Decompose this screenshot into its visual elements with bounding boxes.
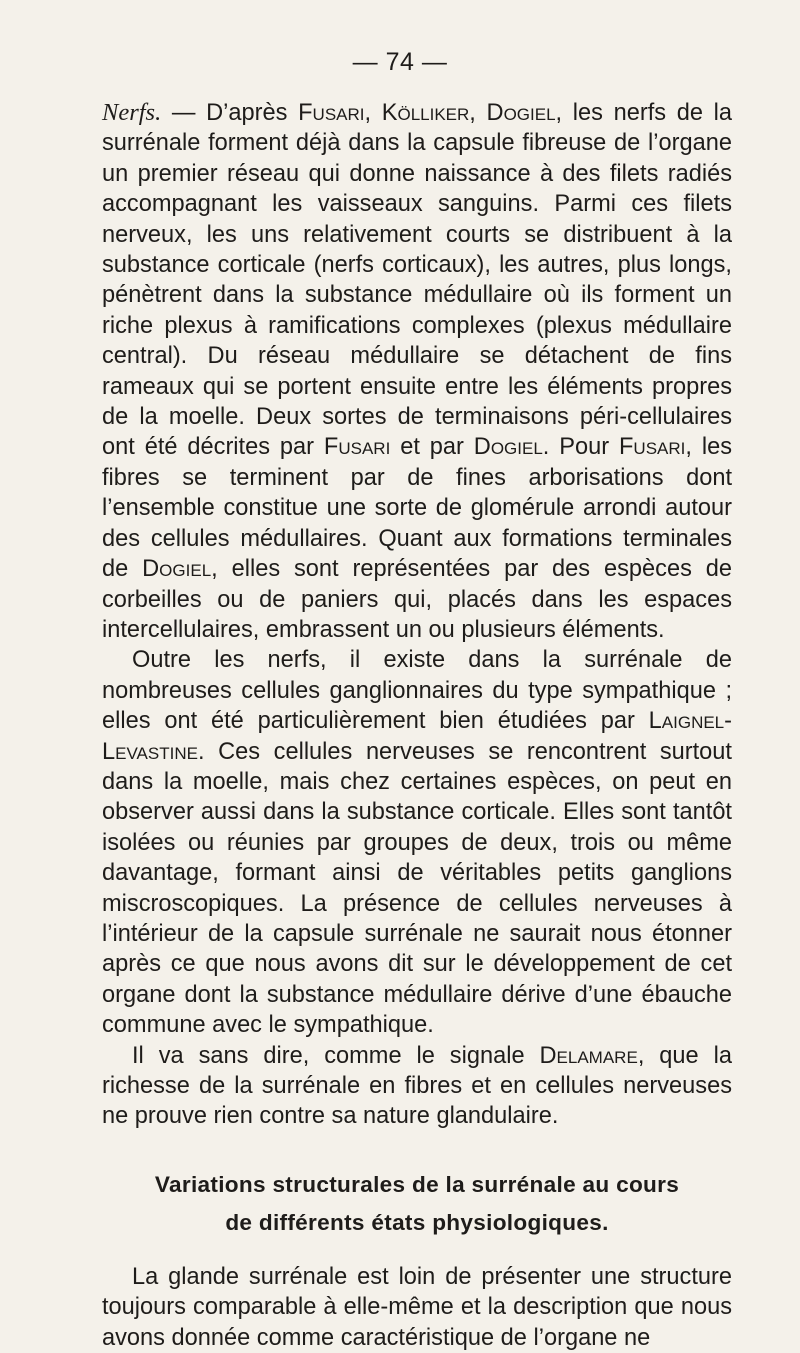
paragraph-delamare — [102, 1041, 732, 1132]
text-run: , que la richesse de la surrénale en fibres et en cellules nerveuses ne prouve rien contre sa nature glandulaire. — [102, 1042, 732, 1130]
text-run: La glande surrénale est loin de présenter une structure toujours comparable à elle-même et la description que nous avons donnée comme caractéristique de l’organe ne — [102, 1263, 732, 1351]
body-text — [102, 98, 732, 1353]
section-heading-line-1: Variations structurales de la surrénale au cours — [154, 1171, 680, 1197]
paragraph-lead: Nerfs. — [102, 99, 162, 126]
text-run: — D’après — [161, 100, 299, 126]
text-run: , les nerfs de la surrénale forment déjà dans la capsule fibreuse de l’organe un premier réseau qui donne naissance à des filets radiés accompagnant les vaisseaux sanguins. Parmi ces filets nerveux, les uns relativement courts se distribuent à la substance corticale (nerfs corticaux), les autres, plus longs, pénètrent dans la substance médullaire où ils forment un riche plexus à ramifications complexes (plexus médullaire central). Du réseau médullaire se détachent de fins rameaux qui se portent ensuite entre les éléments propres de la moelle. Deux sortes de terminaisons péri-cellulaires ont été décrites par — [102, 100, 732, 461]
text-run: . Ces cellules nerveuses se rencontrent surtout dans la moelle, mais chez certaines espèces, on peut en observer aussi dans la substance corticale. Elles sont tantôt isolées ou réunies par groupes de deux, trois ou même davantage, formant ainsi de véritables petits ganglions miscroscopiques. La présence de cellules nerveuses à l’intérieur de la capsule surrénale ne saurait nous étonner après ce que nous avons dit sur le développement de cet organe dont la substance médullaire dérive d’une ébauche commune avec le sympathique. — [102, 738, 732, 1039]
text-run: Il va sans dire, comme le signale — [132, 1042, 540, 1069]
author-name: Dogiel — [473, 434, 543, 461]
text-run: et par — [390, 434, 474, 461]
paragraph-variations — [102, 1262, 732, 1353]
author-name: Fusari — [323, 434, 391, 461]
paragraph-nerfs — [102, 98, 732, 645]
section-heading-line-2: de différents états physiologiques. — [225, 1209, 609, 1235]
text-run: , elles sont représentées par des espèces de corbeilles ou de paniers qui, placés dans les espaces intercellulaires, embrassent un ou plusieurs éléments. — [102, 556, 732, 643]
text-run: . Pour — [542, 434, 619, 461]
text-run: , — [469, 100, 487, 126]
page-number: — 74 — — [352, 48, 448, 76]
text-run: , — [364, 100, 382, 126]
author-name: Delamare — [539, 1042, 638, 1069]
author-name: Dogiel — [486, 100, 556, 126]
text-run: Outre les nerfs, il existe dans la surrénale de nombreuses cellules ganglionnaires du type sympathique ; elles ont été particulièrement bien étudiées par — [102, 647, 732, 735]
author-name: Dogiel — [142, 556, 212, 583]
author-name: Kölliker — [381, 100, 470, 126]
text-run: , les fibres se terminent par de fines arborisations dont l’ensemble constitue une sorte de glomérule arrondi autour des cellules médullaires. Quant aux formations terminales de — [102, 434, 732, 583]
author-name: Fusari — [619, 434, 686, 461]
author-name: Laignel-Levastine — [102, 708, 732, 765]
paragraph-ganglion-cells — [102, 645, 732, 1040]
author-name: Fusari — [298, 100, 365, 126]
section-heading — [102, 1166, 732, 1242]
